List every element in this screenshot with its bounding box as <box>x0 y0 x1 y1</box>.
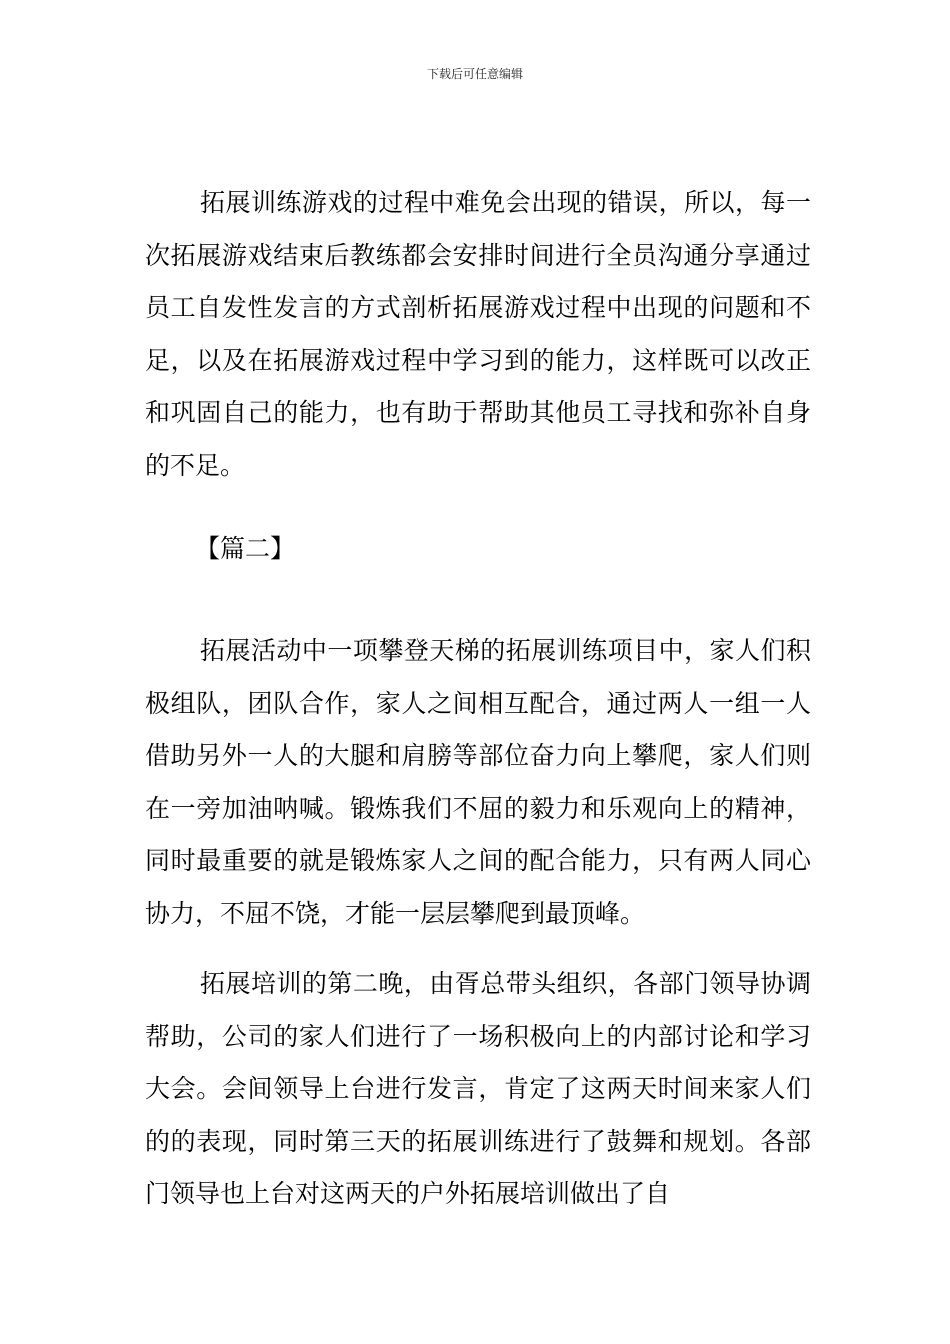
paragraph-sky-ladder: 拓展活动中一项攀登天梯的拓展训练项目中，家人们积极组队，团队合作，家人之间相互配合，通过两人一组一人借助另外一人的大腿和肩膀等部位奋力向上攀爬，家人们则在一旁加油呐喊。锻炼我们不屈的毅力和乐观向上的精神，同时最重要的就是锻炼家人之间的配合能力，只有两人同心协力，不屈不饶，才能一层层攀爬到最顶峰。 <box>145 636 811 928</box>
paragraph-reflection: 拓展训练游戏的过程中难免会出现的错误，所以，每一次拓展游戏结束后教练都会安排时间进行全员沟通分享通过员工自发性发言的方式剖析拓展游戏过程中出现的问题和不足，以及在拓展游戏过程中学习到的能力，这样既可以改正和巩固自己的能力，也有助于帮助其他员工寻找和弥补自身的不足。 <box>145 188 811 480</box>
section-title: 【篇二】 <box>195 534 296 563</box>
paragraph-second-night: 拓展培训的第二晚，由胥总带头组织，各部门领导协调帮助，公司的家人们进行了一场积极向上的内部讨论和学习大会。会间领导上台进行发言，肯定了这两天时间来家人们的的表现，同时第三天的拓展训练进行了鼓舞和规划。各部门领导也上台对这两天的户外拓展培训做出了自 <box>145 969 811 1208</box>
page-header-note: 下载后可任意编辑 <box>426 67 523 81</box>
